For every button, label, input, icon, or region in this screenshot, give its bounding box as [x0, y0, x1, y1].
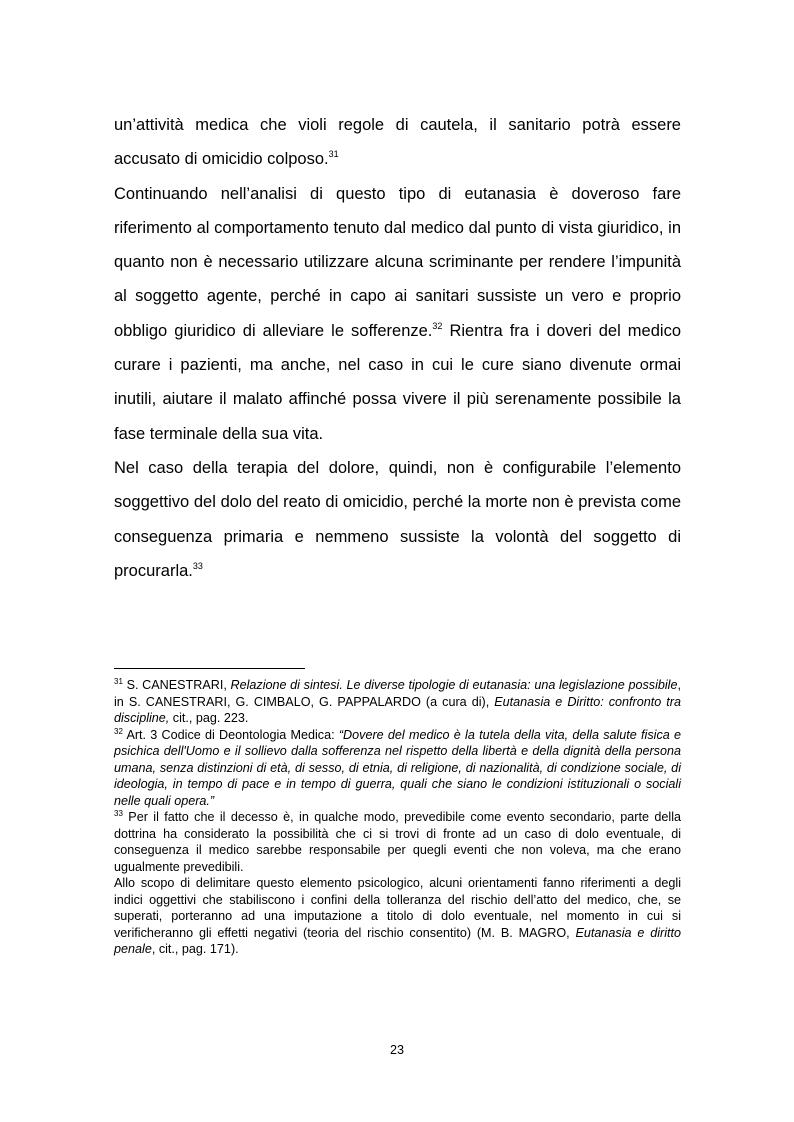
footnote-33-continued: Allo scopo di delimitare questo elemento psicologico, alcuni orientamenti fanno riferimenti a degli indici oggettivi che stabiliscono i confini della tolleranza del rischio dell’atto del medico, che, se superati, porteranno ad una imputazione a titolo di dolo eventuale, nel momento in cui si verificheranno gli effetti negativi (teoria del rischio consentito) (M. B. MAGRO, Eutanasia e diritto penale, cit., pag. 171).	[114, 876, 681, 956]
footnote-separator	[114, 668, 305, 669]
footnote-31: $^{31}$ S. CANESTRARI, Relazione di sintesi. Le diverse tipologie di eutanasia: una legislazione possibile, in S. CANESTRARI, G. CIMBALO, G. PAPPALARDO (a cura di), Eutanasia e Diritto: confronto tra discipline, cit., pag. 223.	[114, 677, 681, 725]
paragraph-2: Continuando nell’analisi di questo tipo di eutanasia è doveroso fare riferimento al comportamento tenuto dal medico dal punto di vista giuridico, in quanto non è necessario utilizzare alcuna scriminante per rendere l’impunità al soggetto agente, perché in capo ai sanitari sussiste un vero e proprio obbligo giuridico di alleviare le sofferenze.$^{32}$ Rientra fra i doveri del medico curare i pazienti, ma anche, nel caso in cui le cure siano divenute ormai inutili, aiutare il malato affinché possa vivere il più serenamente possibile la fase terminale della sua vita.	[114, 184, 681, 443]
footnote-ref-33: 33	[192, 560, 203, 571]
footnote-ref-31: 31	[328, 149, 339, 160]
footnote-32: $^{32}$ Art. 3 Codice di Deontologia Medica: “Dovere del medico è la tutela della vita, della salute fisica e psichica dell'Uomo e il sollievo dalla sofferenza nel rispetto della libertà e della dignità della persona umana, senza distinzioni di età, di sesso, di etnia, di religione, di nazionalità, di condizione sociale, di ideologia, in tempo di pace e in tempo di guerra, quali che siano le condizioni istituzionali o sociali nelle quali opera.”	[114, 726, 681, 808]
main-text	[114, 108, 681, 588]
paragraph-3: Nel caso della terapia del dolore, quindi, non è configurabile l’elemento soggettivo del dolo del reato di omicidio, perché la morte non è prevista come conseguenza primaria e nemmeno sussiste la volontà del soggetto di procurarla.$^{33}$	[114, 458, 681, 580]
page-number: 23	[389, 1043, 404, 1057]
footnotes	[114, 677, 681, 958]
footnote-33: $^{33}$ Per il fatto che il decesso è, in qualche modo, prevedibile come evento secondario, parte della dottrina ha considerato la possibilità che ci si trovi di fronte ad un caso di dolo eventuale, di conseguenza il medico sarebbe responsabile per quegli eventi che non voleva, ma che erano ugualmente prevedibili.	[114, 809, 681, 874]
footnote-ref-32: 32	[432, 320, 443, 331]
paragraph-1: un’attività medica che violi regole di cautela, il sanitario potrà essere accusato di omicidio colposo.$^{31}$	[114, 116, 681, 169]
